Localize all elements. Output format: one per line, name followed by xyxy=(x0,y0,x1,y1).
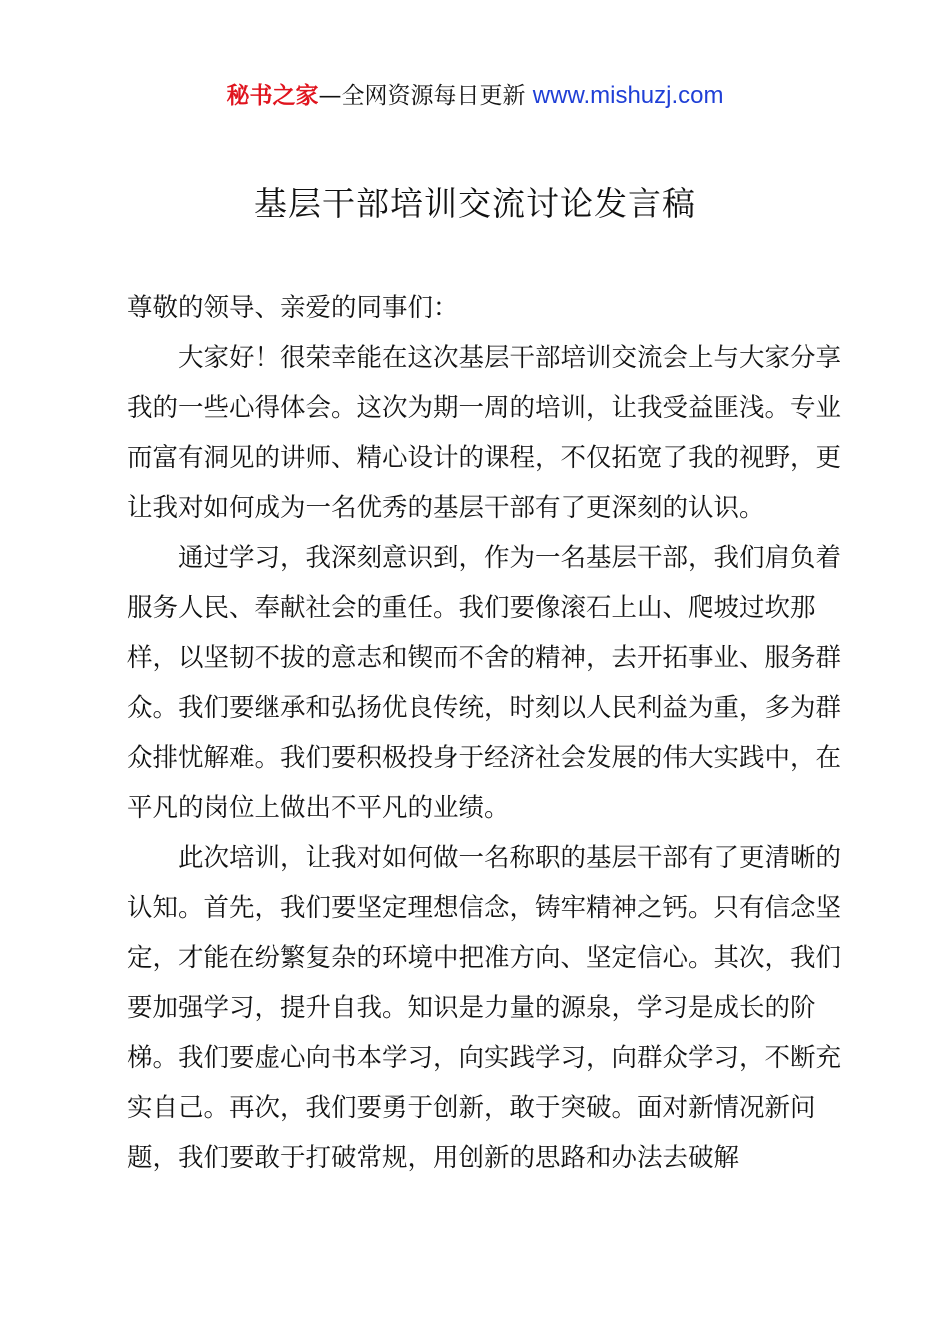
paragraph-3: 此次培训，让我对如何做一名称职的基层干部有了更清晰的认知。首先，我们要坚定理想信念，铸牢精神之钙。只有信念坚定，才能在纷繁复杂的环境中把准方向、坚定信心。其次，我们要加强学习，提升自我。知识是力量的源泉，学习是成长的阶梯。我们要虚心向书本学习，向实践学习，向群众学习，不断充实自己。再次，我们要勇于创新，敢于突破。面对新情况新问题，我们要敢于打破常规，用创新的思路和办法去破解 xyxy=(127,843,842,1173)
salutation: 尊敬的领导、亲爱的同事们： xyxy=(127,293,459,323)
document-body xyxy=(127,283,855,1183)
site-header xyxy=(0,80,950,112)
paragraph-1: 大家好！很荣幸能在这次基层干部培训交流会上与大家分享我的一些心得体会。这次为期一周的培训，让我受益匪浅。专业而富有洞见的讲师、精心设计的课程，不仅拓宽了我的视野，更让我对如何成为一名优秀的基层干部有了更深刻的认识。 xyxy=(127,343,842,523)
brand-name: 秘书之家 xyxy=(226,83,319,109)
document-title: 基层干部培训交流讨论发言稿 xyxy=(254,184,696,223)
site-url-link[interactable]: www.mishuzj.com xyxy=(532,82,724,109)
paragraph-2: 通过学习，我深刻意识到，作为一名基层干部，我们肩负着服务人民、奉献社会的重任。我们要像滚石上山、爬坡过坎那样，以坚韧不拔的意志和锲而不舍的精神，去开拓事业、服务群众。我们要继承和弘扬优良传统，时刻以人民利益为重，多为群众排忧解难。我们要积极投身于经济社会发展的伟大实践中，在平凡的岗位上做出不平凡的业绩。 xyxy=(127,543,842,823)
header-tagline: —全网资源每日更新 xyxy=(318,83,526,109)
